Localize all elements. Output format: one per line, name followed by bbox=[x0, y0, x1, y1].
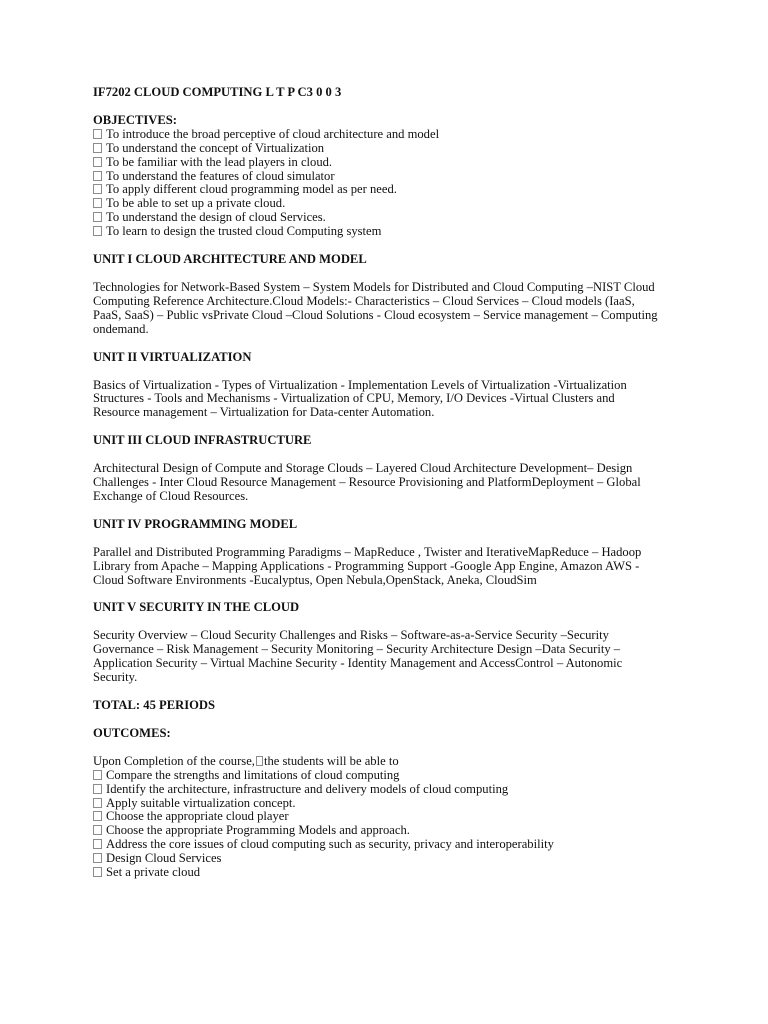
missing-glyph-bullet-icon bbox=[93, 143, 102, 153]
course-title: IF7202 CLOUD COMPUTING L T P C3 0 0 3 bbox=[93, 85, 342, 99]
missing-glyph-bullet-icon bbox=[93, 825, 102, 835]
spacer bbox=[93, 504, 693, 518]
objective-item: To be able to set up a private cloud. bbox=[93, 197, 693, 211]
outcome-item: Choose the appropriate Programming Models and approach. bbox=[93, 824, 693, 838]
missing-glyph-bullet-icon bbox=[93, 839, 102, 849]
unit-3-heading: UNIT III CLOUD INFRASTRUCTURE bbox=[93, 433, 312, 448]
text-line: Basics of Virtualization - Types of Virtualization - Implementation Levels of Virtualization -Virtualization bbox=[93, 377, 627, 392]
spacer bbox=[93, 100, 693, 114]
missing-glyph-bullet-icon bbox=[93, 129, 102, 139]
objective-item: To understand the design of cloud Services. bbox=[93, 211, 693, 225]
text-line: Computing Reference Architecture.Cloud Models:- Characteristics – Cloud Services – Cloud models (IaaS, bbox=[93, 293, 635, 308]
spacer bbox=[93, 685, 693, 699]
spacer bbox=[93, 587, 693, 601]
outcome-item: Design Cloud Services bbox=[93, 852, 693, 866]
unit-5-body bbox=[93, 629, 693, 685]
spacer bbox=[93, 448, 693, 462]
unit-1-heading: UNIT I CLOUD ARCHITECTURE AND MODEL bbox=[93, 252, 367, 267]
text-line: Governance – Risk Management – Security Monitoring – Security Architecture Design –Data Security – bbox=[93, 642, 621, 657]
spacer bbox=[93, 713, 693, 727]
text-line: ondemand. bbox=[93, 321, 149, 336]
missing-glyph-bullet-icon bbox=[93, 226, 102, 236]
total-periods: TOTAL: 45 PERIODS bbox=[93, 698, 215, 712]
document-page bbox=[93, 86, 693, 880]
missing-glyph-bullet-icon bbox=[93, 171, 102, 181]
missing-glyph-bullet-icon bbox=[93, 784, 102, 794]
text-line: Cloud Software Environments -Eucalyptus, Open Nebula,OpenStack, Aneka, CloudSim bbox=[93, 572, 537, 587]
missing-glyph-bullet-icon bbox=[93, 867, 102, 877]
text-line: Structures - Tools and Mechanisms - Virtualization of CPU, Memory, I/O Devices -Virtual Clusters and bbox=[93, 391, 615, 406]
objective-item: To introduce the broad perceptive of cloud architecture and model bbox=[93, 128, 693, 142]
text-line: Architectural Design of Compute and Storage Clouds – Layered Cloud Architecture Development– Design bbox=[93, 461, 633, 476]
outcome-item: Compare the strengths and limitations of cloud computing bbox=[93, 769, 693, 783]
text-line: Resource management – Virtualization for Data-center Automation. bbox=[93, 405, 435, 420]
outcomes-heading: OUTCOMES: bbox=[93, 725, 171, 740]
missing-glyph-bullet-icon bbox=[93, 770, 102, 780]
text-line: Technologies for Network-Based System – System Models for Distributed and Cloud Computing –NIST Cloud bbox=[93, 279, 655, 294]
unit-2-body bbox=[93, 379, 693, 421]
objective-item: To apply different cloud programming model as per need. bbox=[93, 183, 693, 197]
outcome-item: Identify the architecture, infrastructure and delivery models of cloud computing bbox=[93, 783, 693, 797]
missing-glyph-bullet-icon bbox=[93, 798, 102, 808]
spacer bbox=[93, 337, 693, 351]
spacer bbox=[93, 532, 693, 546]
objective-item: To understand the concept of Virtualization bbox=[93, 142, 693, 156]
text-line: Application Security – Virtual Machine Security - Identity Management and AccessControl – Autonomic bbox=[93, 656, 623, 671]
unit-1-body bbox=[93, 281, 693, 337]
objectives-heading: OBJECTIVES: bbox=[93, 112, 177, 127]
outcomes-intro: Upon Completion of the course, the students will be able to bbox=[93, 753, 399, 768]
spacer bbox=[93, 267, 693, 281]
missing-glyph-bullet-icon bbox=[93, 212, 102, 222]
outcome-item: Set a private cloud bbox=[93, 866, 693, 880]
missing-glyph-bullet-icon bbox=[93, 811, 102, 821]
spacer bbox=[93, 420, 693, 434]
spacer bbox=[93, 615, 693, 629]
missing-glyph-bullet-icon bbox=[93, 198, 102, 208]
unit-4-heading: UNIT IV PROGRAMMING MODEL bbox=[93, 516, 298, 531]
text-line: Security. bbox=[93, 670, 138, 685]
missing-glyph-bullet-icon bbox=[93, 157, 102, 167]
spacer bbox=[93, 741, 693, 755]
spacer bbox=[93, 239, 693, 253]
text-line: Exchange of Cloud Resources. bbox=[93, 488, 249, 503]
unit-3-body bbox=[93, 462, 693, 504]
unit-2-heading: UNIT II VIRTUALIZATION bbox=[93, 349, 252, 364]
text-line: Library from Apache – Mapping Applications - Programming Support -Google App Engine, Amazon AWS - bbox=[93, 558, 640, 573]
text-line: Parallel and Distributed Programming Paradigms – MapReduce , Twister and IterativeMapReduce – Hadoop bbox=[93, 544, 642, 559]
unit-4-body bbox=[93, 546, 693, 588]
objective-item: To be familiar with the lead players in cloud. bbox=[93, 156, 693, 170]
outcomes-list bbox=[93, 769, 693, 880]
text-line: PaaS, SaaS) – Public vsPrivate Cloud –Cloud Solutions - Cloud ecosystem – Service management – Computing bbox=[93, 307, 658, 322]
objective-item: To learn to design the trusted cloud Computing system bbox=[93, 225, 693, 239]
missing-glyph-bullet-icon bbox=[93, 184, 102, 194]
outcome-item: Choose the appropriate cloud player bbox=[93, 810, 693, 824]
unit-5-heading: UNIT V SECURITY IN THE CLOUD bbox=[93, 600, 300, 615]
objectives-list bbox=[93, 128, 693, 239]
text-line: Challenges - Inter Cloud Resource Management – Resource Provisioning and PlatformDeployment – Global bbox=[93, 475, 641, 490]
outcome-item: Apply suitable virtualization concept. bbox=[93, 797, 693, 811]
spacer bbox=[93, 365, 693, 379]
missing-glyph-bullet-icon bbox=[93, 853, 102, 863]
missing-glyph-icon bbox=[256, 756, 263, 766]
text-line: Security Overview – Cloud Security Challenges and Risks – Software-as-a-Service Security –Security bbox=[93, 628, 609, 643]
outcome-item: Address the core issues of cloud computing such as security, privacy and interoperability bbox=[93, 838, 693, 852]
objective-item: To understand the features of cloud simulator bbox=[93, 170, 693, 184]
